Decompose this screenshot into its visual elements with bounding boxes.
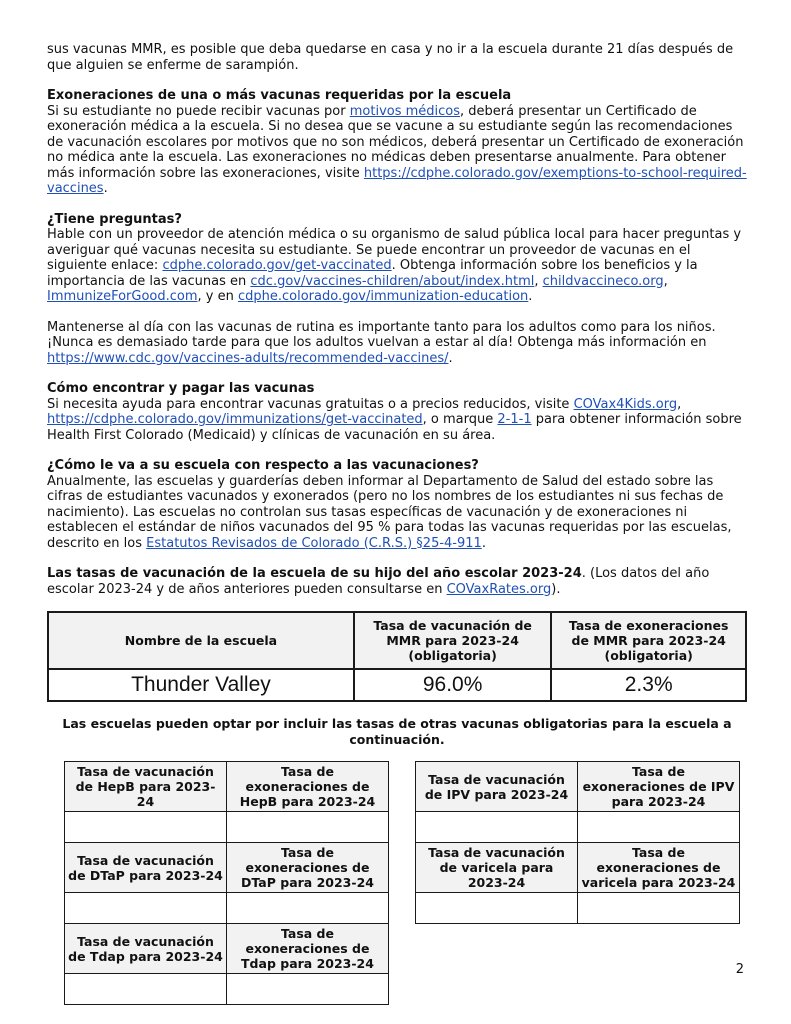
- school-paragraph: Anualmente, las escuelas y guarderías deben informar al Departamento de Salud del estado sobre las cifras de estudiantes vacunados y exonerados (pero no los nombres de los estudiantes ni sus fechas de nacimiento). Las escuelas no controlan sus tasas específicas de vacunación y de exoneraciones ni establecen el estándar de niños vacunados del 95 % para todas las vacunas requeridas por las escuelas, descrito en los Estatutos Revisados de Colorado (C.R.S.) §25-4-911.: [47, 473, 732, 551]
- questions-section: [47, 212, 747, 305]
- optional-table-left: [64, 761, 389, 1005]
- phone-211-link[interactable]: 2-1-1: [497, 412, 532, 427]
- covax4kids-link[interactable]: COVax4Kids.org: [573, 396, 678, 412]
- ipv-exemption-cell: [578, 812, 740, 843]
- dtap-vaccination-cell: [65, 893, 227, 924]
- school-section: [47, 458, 747, 551]
- table-row: [416, 812, 740, 843]
- intro-section: [47, 42, 747, 73]
- medical-reasons-link[interactable]: motivos médicos: [349, 103, 461, 119]
- table-row: [65, 893, 389, 924]
- exemptions-heading: Exoneraciones de una o más vacunas requeridas por la escuela: [47, 88, 512, 103]
- finding-section: [47, 381, 747, 443]
- finding-paragraph: Si necesita ayuda para encontrar vacunas gratuitas o a precios reducidos, visite COVax4Kids.org, https://cdphe.colorado.gov/immunizations/get-vaccinated, o marque 2-1-1 para obtener información sobre Health First Colorado (Medicaid) y clínicas de vacunación en su área.: [47, 396, 742, 443]
- hepb-exemption-cell: [227, 812, 389, 843]
- finding-heading: Cómo encontrar y pagar las vacunas: [47, 381, 315, 396]
- optional-table-right: [415, 761, 740, 924]
- rates-paragraph: Las tasas de vacunación de la escuela de su hijo del año escolar 2023-24. (Los datos del año escolar 2023-24 y de años anteriores pueden consultarse en COVaxRates.org).: [47, 566, 710, 597]
- get-vaccinated-link[interactable]: cdphe.colorado.gov/get-vaccinated: [162, 258, 392, 273]
- school-name-header: Nombre de la escuela: [48, 612, 354, 669]
- immunizations-get-vaccinated-link[interactable]: https://cdphe.colorado.gov/immunizations/get-vaccinated: [47, 412, 423, 427]
- varicela-vaccination-cell: [416, 893, 578, 924]
- mmr-vaccination-header: Tasa de vacunación de MMR para 2023-24 (obligatoria): [354, 612, 552, 669]
- table-row: [416, 893, 740, 924]
- varicela-exemption-header: Tasa de exoneraciones de varicela para 2023-24: [578, 843, 740, 893]
- varicela-exemption-cell: [578, 893, 740, 924]
- exemptions-section: [47, 88, 747, 197]
- adults-section: [47, 320, 747, 367]
- ipv-exemption-header: Tasa de exoneraciones de IPV para 2023-24: [578, 762, 740, 812]
- tdap-vaccination-cell: [65, 974, 227, 1005]
- hepb-vaccination-header: Tasa de vacunación de HepB para 2023-24: [65, 762, 227, 812]
- varicela-vaccination-header: Tasa de vacunación de varicela para 2023-24: [416, 843, 578, 893]
- hepb-vaccination-cell: [65, 812, 227, 843]
- ipv-vaccination-header: Tasa de vacunación de IPV para 2023-24: [416, 762, 578, 812]
- table-header-row: [48, 612, 746, 669]
- cdc-children-link[interactable]: cdc.gov/vaccines-children/about/index.html: [250, 273, 535, 289]
- cdc-adults-link[interactable]: https://www.cdc.gov/vaccines-adults/recommended-vaccines/: [47, 350, 449, 366]
- hepb-exemption-header: Tasa de exoneraciones de HepB para 2023-24: [227, 762, 389, 812]
- table-header-row: [65, 843, 389, 893]
- adults-paragraph: Mantenerse al día con las vacunas de rutina es importante tanto para los adultos como para los niños. ¡Nunca es demasiado tarde para que los adultos vuelvan a estar al día! Obtenga más información en https://www.cdc.gov/vaccines-adults/recommended-vaccines/.: [47, 319, 716, 366]
- tdap-exemption-header: Tasa de exoneraciones de Tdap para 2023-24: [227, 924, 389, 974]
- table-header-row: [416, 762, 740, 812]
- optional-caption: Las escuelas pueden optar por incluir las tasas de otras vacunas obligatorias para la escuela a continuación.: [62, 716, 732, 747]
- covaxrates-link[interactable]: COVaxRates.org: [446, 581, 552, 597]
- crs-statutes-link[interactable]: Estatutos Revisados de Colorado (C.R.S.) §25-4-911: [146, 535, 482, 551]
- questions-paragraph: Hable con un proveedor de atención médica o su organismo de salud pública local para hacer preguntas y averiguar qué vacunas necesita su estudiante. Se puede encontrar un proveedor de vacunas en el siguiente enlace: cdphe.colorado.gov/get-vaccinated. Obtenga información sobre los beneficios y la importancia de las vacunas en cdc.gov/vaccines-children/about/index.html, childvaccineco.org, ImmunizeForGood.com, y en cdphe.colorado.gov/immunization-education.: [47, 227, 742, 304]
- mmr-rates-table: [47, 611, 747, 702]
- school-heading: ¿Cómo le va a su escuela con respecto a las vacunaciones?: [47, 458, 479, 473]
- intro-paragraph: sus vacunas MMR, es posible que deba quedarse en casa y no ir a la escuela durante 21 días después de que alguien se enferme de sarampión.: [47, 42, 734, 73]
- tdap-exemption-cell: [227, 974, 389, 1005]
- dtap-exemption-header: Tasa de exoneraciones de DTaP para 2023-24: [227, 843, 389, 893]
- questions-heading: ¿Tiene preguntas?: [47, 211, 182, 227]
- table-header-row: [65, 924, 389, 974]
- dtap-vaccination-header: Tasa de vacunación de DTaP para 2023-24: [65, 843, 227, 893]
- childvaccineco-link[interactable]: childvaccineco.org: [542, 273, 664, 289]
- dtap-exemption-cell: [227, 893, 389, 924]
- mmr-exemption-cell: 2.3%: [551, 669, 746, 701]
- table-header-row: [416, 843, 740, 893]
- table-row: [65, 974, 389, 1005]
- tdap-vaccination-header: Tasa de vacunación de Tdap para 2023-24: [65, 924, 227, 974]
- mmr-vaccination-cell: 96.0%: [354, 669, 552, 701]
- exemptions-paragraph: Si su estudiante no puede recibir vacunas por motivos médicos, deberá presentar un Certificado de exoneración médica a la escuela. Si no desea que se vacune a su estudiante según las recomendaciones de vacunación escolares por motivos que no son médicos, deberá presentar un Certificado de exoneración no médica ante la escuela. Las exoneraciones no médicas deben presentarse anualmente. Para obtener más información sobre las exoneraciones, visite https://cdphe.colorado.gov/exemptions-to-school-required-vaccines.: [47, 103, 747, 196]
- immunizeforgood-link[interactable]: ImmunizeForGood.com: [47, 289, 198, 304]
- table-row: [48, 669, 746, 701]
- document-page: [47, 42, 747, 1021]
- ipv-vaccination-cell: [416, 812, 578, 843]
- rates-section: [47, 566, 747, 597]
- school-name-cell: Thunder Valley: [48, 669, 354, 701]
- optional-tables: [47, 761, 747, 1021]
- mmr-exemption-header: Tasa de exoneraciones de MMR para 2023-24 (obligatoria): [551, 612, 746, 669]
- table-row: [65, 812, 389, 843]
- page-number: 2: [735, 962, 744, 977]
- table-header-row: [65, 762, 389, 812]
- exemptions-url-link[interactable]: https://cdphe.colorado.gov/exemptions-to-school-required-vaccines: [47, 165, 747, 196]
- immunization-education-link[interactable]: cdphe.colorado.gov/immunization-education: [237, 289, 529, 304]
